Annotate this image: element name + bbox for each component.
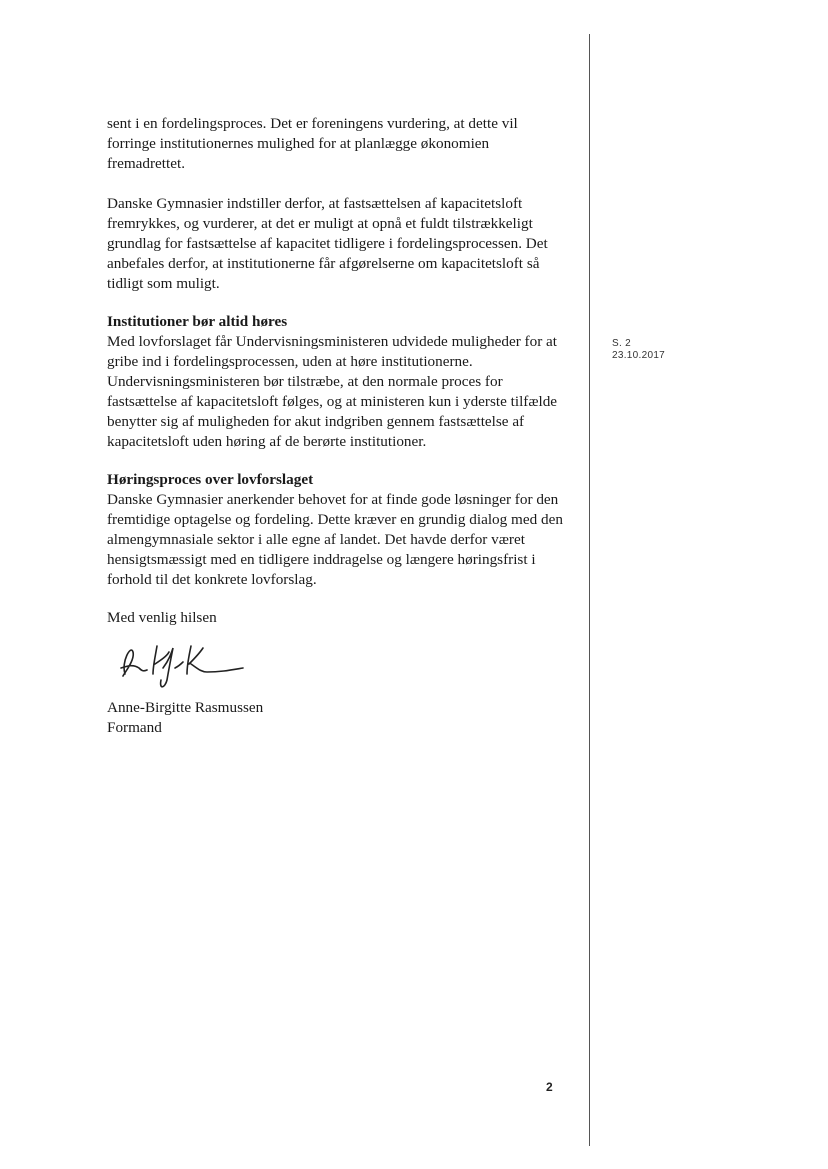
signer-name: Anne-Birgitte Rasmussen (107, 699, 264, 716)
paragraph-kapacitetsloft: Danske Gymnasier indstiller derfor, at fastsættelsen af kapacitetsloft fremrykkes, og vurderer, at det er muligt at opnå et fuldt tilstrækkeligt grundlag for fastsættelse af kapacitet tidligere i fordelingsprocessen. Det anbefales derfor, at institutionerne får afgørelserne om kapacitetsloft så tidligt som muligt. (107, 195, 548, 292)
page-label: S. 2 (612, 338, 631, 349)
paragraph-hoeres: Med lovforslaget får Undervisningsministeren udvidede muligheder for at gribe ind i fordelingsprocessen, uden at høre institutionerne. Undervisningsministeren bør tilstræbe, at den normale proces for fastsættelse af kapacitetsloft følges, og at ministeren kun i yderste tilfælde benytter sig af muligheden for akut indgriben gennem fastsættelse af kapacitetsloft uden høring af de berørte institutioner. (107, 333, 558, 450)
page-meta (612, 338, 665, 362)
paragraph-fordelingsproces: sent i en fordelingsproces. Det er foreningens vurdering, at dette vil forringe institutionernes mulighed for at planlægge økonomien fremadrettet. (107, 115, 518, 172)
letter-body (107, 114, 567, 738)
paragraph-hoeringsproces: Danske Gymnasier anerkender behovet for at finde gode løsninger for den fremtidige optagelse og fordeling. Dette kræver en grundig dialog med den almengymnasiale sektor i alle egne af landet. Det havde derfor været hensigtsmæssigt med en tidligere inddragelse og længere høringsfrist i forhold til det konkrete lovforslag. (107, 491, 563, 588)
section-heading-hoeres: Institutioner bør altid høres (107, 313, 288, 330)
page-number: 2 (546, 1080, 553, 1094)
signature-image (111, 634, 251, 694)
section-heading-hoeringsproces: Høringsproces over lovforslaget (107, 471, 314, 488)
closing-greeting: Med venlig hilsen (107, 609, 217, 626)
margin-rule (589, 34, 590, 1146)
signer-title: Formand (107, 719, 162, 736)
document-date: 23.10.2017 (612, 350, 666, 361)
